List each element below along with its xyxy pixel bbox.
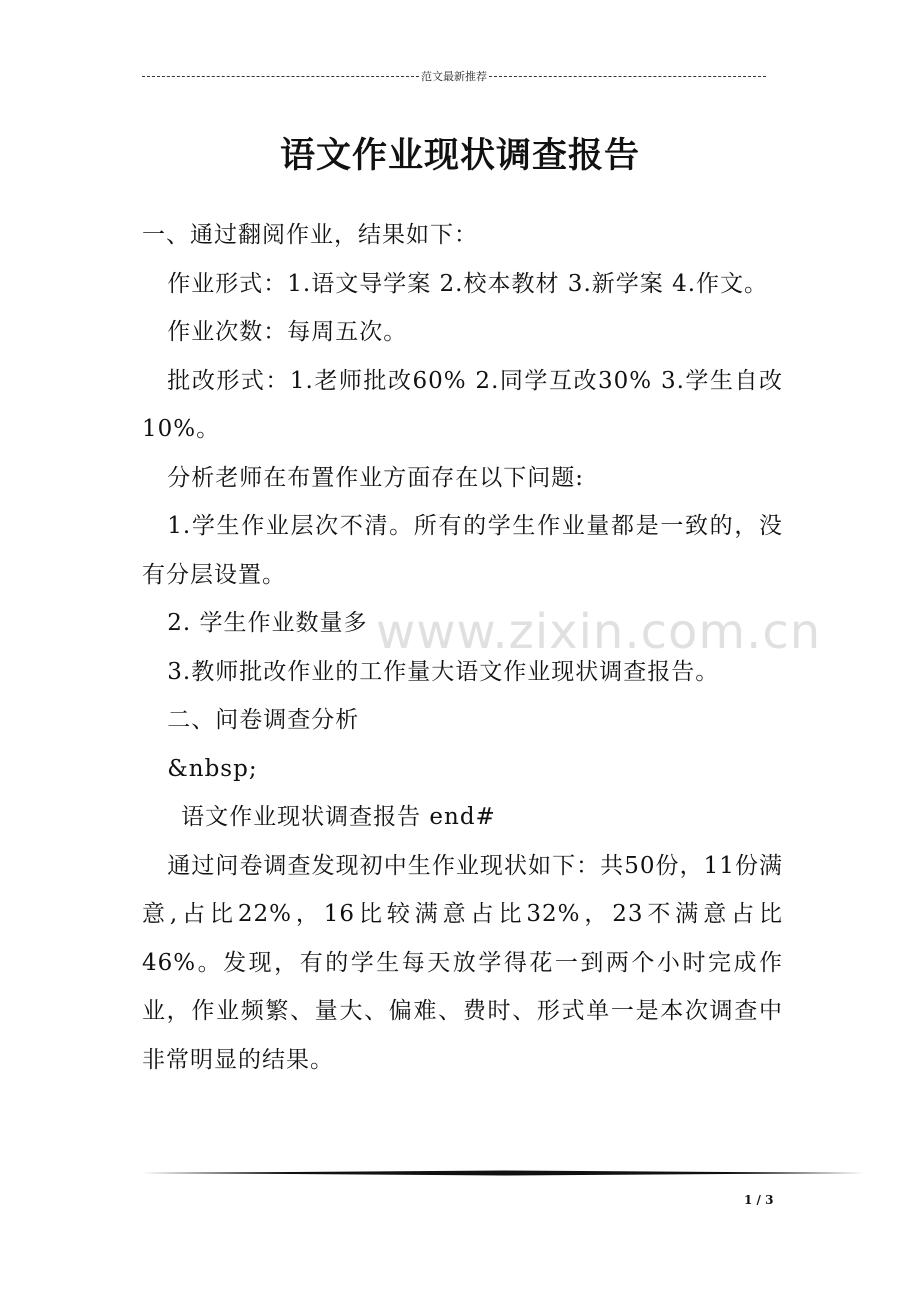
- paragraph-survey-result: 通过问卷调查发现初中生作业现状如下：共50份，11份满意,占比22%，16比较满意占比32%，23不满意占比46%。发现，有的学生每天放学得花一到两个小时完成作业，作业频繁、量大、偏难、费时、形式单一是本次调查中非常明显的结果。: [142, 852, 783, 1073]
- paragraph-homework-form: 作业形式：1.语文导学案 2.校本教材 3.新学案 4.作文。: [167, 270, 769, 297]
- paragraph-analysis-intro: 分析老师在布置作业方面存在以下问题:: [167, 464, 585, 491]
- watermark: www.zixin.com.cn: [376, 604, 822, 660]
- footer-rule: [142, 1168, 864, 1178]
- document-title: 语文作业现状调查报告: [279, 135, 640, 176]
- paragraph-end-marker: 语文作业现状调查报告 end#: [181, 804, 496, 830]
- document-body: [142, 211, 783, 1084]
- header-dash-right: [489, 76, 766, 77]
- header-label: 范文最新推荐: [421, 70, 487, 83]
- paragraph-nbsp: &nbsp;: [167, 755, 258, 782]
- page-header: [142, 66, 766, 86]
- paragraph-homework-frequency: 作业次数：每周五次。: [167, 319, 408, 345]
- section-heading-2: 二、问卷调查分析: [167, 707, 360, 733]
- paragraph-problem-2: 2. 学生作业数量多: [167, 610, 368, 636]
- paragraph-problem-3: 3.教师批改作业的工作量大语文作业现状调查报告。: [167, 658, 720, 685]
- paragraph-problem-1: 1.学生作业层次不清。所有的学生作业量都是一致的，没有分层设置。: [142, 513, 783, 588]
- header-dash-left: [142, 76, 419, 77]
- page-number: 1 / 3: [744, 1193, 774, 1207]
- section-heading-1: 一、通过翻阅作业，结果如下：: [142, 222, 478, 248]
- paragraph-grading-form: 批改形式：1.老师批改60% 2.同学互改30% 3.学生自改10%。: [142, 367, 783, 442]
